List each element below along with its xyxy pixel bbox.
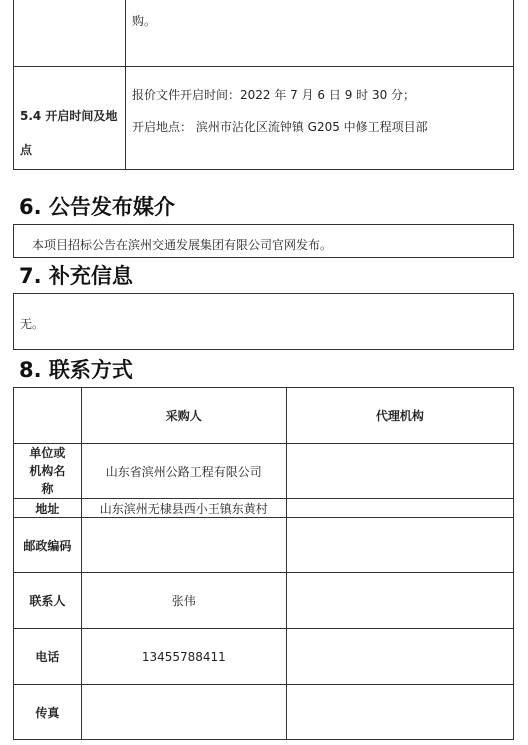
contact-header-agency: 代理机构 [286, 388, 513, 444]
contact-row-label: 单位或机构名称 [14, 444, 82, 499]
contact-header-buyer: 采购人 [81, 388, 286, 444]
contact-agency-value [286, 573, 513, 629]
section5-row-label: 5.4 开启时间及地点 [20, 109, 118, 157]
contact-agency-value [286, 685, 513, 740]
section5-row-value-cell [125, 66, 514, 170]
contact-table [13, 387, 514, 740]
contact-row-label: 电话 [14, 629, 82, 685]
section6-text: 本项目招标公告在滨州交通发展集团有限公司官网发布。 [32, 238, 333, 252]
contact-row-label: 地址 [14, 499, 82, 518]
section5-open-place-value: 滨州市沾化区流钟镇 G205 中修工程项目部 [195, 120, 428, 134]
section8-heading: 8. 联系方式 [19, 358, 133, 382]
contact-row-fax [14, 685, 514, 740]
contact-buyer-value [81, 518, 286, 573]
contact-row-person [14, 573, 514, 629]
contact-agency-value [286, 444, 513, 499]
section7-heading: 7. 补充信息 [19, 264, 133, 288]
contact-buyer-value: 山东滨州无棣县西小王镇东黄村 [81, 499, 286, 518]
contact-agency-value [286, 629, 513, 685]
contact-row-org [14, 444, 514, 499]
contact-row-label: 邮政编码 [14, 518, 82, 573]
contact-buyer-value [81, 685, 286, 740]
section7-box [13, 293, 514, 350]
contact-header-row [14, 388, 514, 444]
section6-box [13, 224, 514, 258]
contact-buyer-value: 张伟 [81, 573, 286, 629]
section5-top-text: 购。 [132, 14, 157, 28]
contact-row-phone [14, 629, 514, 685]
section5-open-place [132, 119, 428, 135]
contact-agency-value [286, 518, 513, 573]
contact-buyer-value: 13455788411 [81, 629, 286, 685]
section5-open-place-label: 开启地点： [132, 120, 193, 134]
contact-buyer-value: 山东省滨州公路工程有限公司 [81, 444, 286, 499]
section7-text: 无。 [20, 317, 45, 331]
contact-agency-value [286, 499, 513, 518]
section5-top-left-cell [13, 0, 126, 67]
contact-row-label: 联系人 [14, 573, 82, 629]
contact-row-address [14, 499, 514, 518]
contact-row-postcode [14, 518, 514, 573]
contact-row-label: 传真 [14, 685, 82, 740]
section5-open-time: 报价文件开启时间：2022 年 7 月 6 日 9 时 30 分； [132, 88, 416, 102]
contact-header-blank [14, 388, 82, 444]
section5-top-right-cell [125, 0, 514, 67]
section6-heading: 6. 公告发布媒介 [19, 195, 175, 219]
section5-row-label-cell [13, 66, 126, 170]
